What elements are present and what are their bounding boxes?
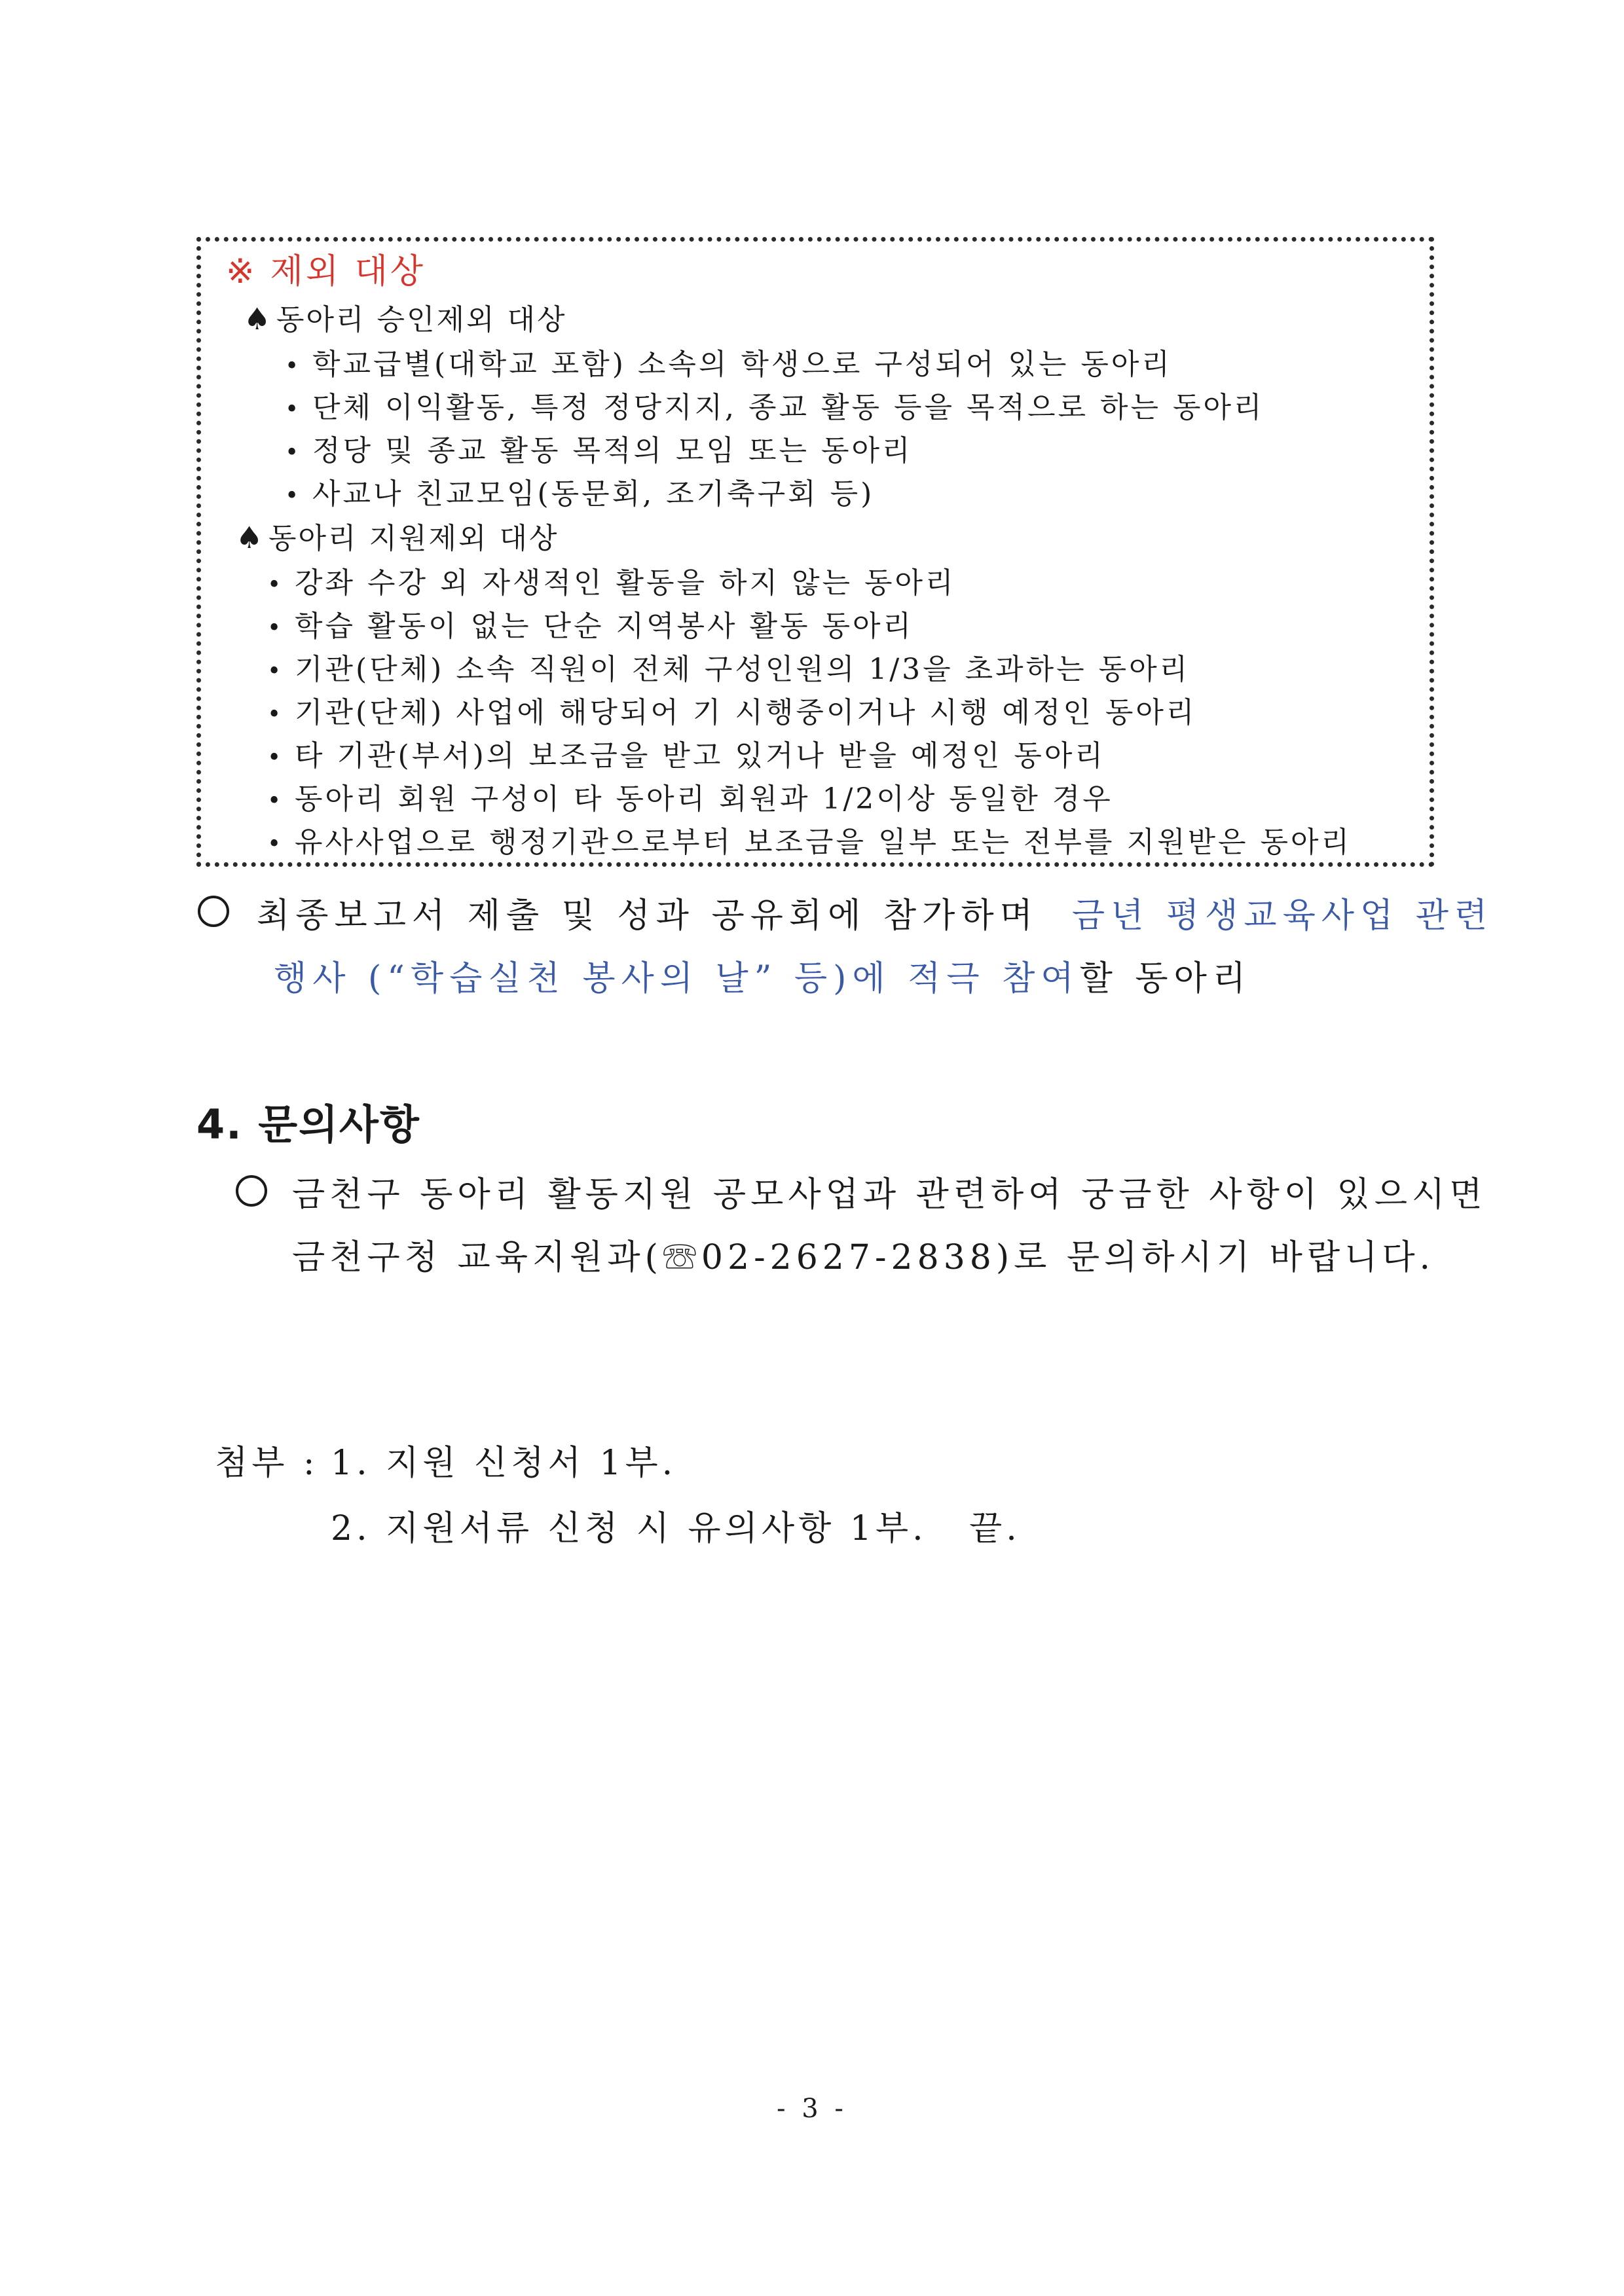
attachment-label: 첨부 :: [215, 1444, 319, 1483]
list-item: • 기관(단체) 사업에 해당되어 기 시행중이거나 시행 예정인 동아리: [267, 696, 1197, 729]
bullet-icon: •: [267, 831, 284, 858]
list-item: • 유사사업으로 행정기관으로부터 보조금을 일부 또는 전부를 지원받은 동아리: [267, 826, 1352, 859]
report-item-line-1: 최종보고서 제출 및 성과 공유회에 참가하며 금년 평생교육사업 관련: [257, 896, 1494, 936]
document-end-mark: 끝.: [969, 1509, 1021, 1548]
inquiry-line-1: 금천구 동아리 활동지원 공모사업과 관련하여 궁금한 사항이 있으시면: [292, 1175, 1487, 1214]
bullet-icon: •: [267, 615, 284, 642]
reference-mark-icon: ※: [226, 252, 257, 291]
group-heading-approval-exclusion: [244, 296, 567, 338]
page-number: - 3 -: [777, 2094, 847, 2124]
list-item: • 학교급별(대학교 포함) 소속의 학생으로 구성되어 있는 동아리: [285, 348, 1172, 381]
bullet-icon: •: [267, 701, 284, 728]
spade-icon: ♠: [244, 301, 273, 337]
circle-bullet-icon: [198, 896, 229, 927]
bullet-icon: •: [285, 483, 302, 509]
exclusion-title: [226, 244, 426, 293]
attachment-item-1: 1. 지원 신청서 1부.: [331, 1444, 677, 1483]
group-heading-support-exclusion: [236, 515, 559, 556]
bullet-icon: •: [285, 353, 302, 380]
highlight-text: 금년 평생교육사업 관련: [1071, 896, 1494, 936]
list-item: • 강좌 수강 외 자생적인 활동을 하지 않는 동아리: [267, 566, 956, 600]
list-item: • 정당 및 종교 활동 목적의 모임 또는 동아리: [285, 434, 913, 467]
bullet-icon: •: [267, 788, 284, 814]
inquiry-line-2: 금천구청 교육지원과(☏02-2627-2838)로 문의하시기 바랍니다.: [292, 1238, 1435, 1277]
bullet-icon: •: [267, 658, 284, 685]
spade-icon: ♠: [236, 520, 265, 555]
circle-bullet-icon: [236, 1175, 267, 1207]
list-item: • 타 기관(부서)의 보조금을 받고 있거나 받을 예정인 동아리: [267, 739, 1105, 773]
list-item: • 사교나 친교모임(동문회, 조기축구회 등): [285, 477, 875, 511]
list-item: • 단체 이익활동, 특정 정당지지, 종교 활동 등을 목적으로 하는 동아리: [285, 391, 1264, 424]
list-item: • 동아리 회원 구성이 타 동아리 회원과 1/2이상 동일한 경우: [267, 782, 1113, 816]
group-heading-text: 동아리 승인제외 대상: [276, 303, 567, 337]
report-item-line-2: 행사 (“학습실천 봉사의 날” 등)에 적극 참여할 동아리: [274, 959, 1252, 998]
list-item: • 학습 활동이 없는 단순 지역봉사 활동 동아리: [267, 610, 913, 643]
list-item: • 기관(단체) 소속 직원이 전체 구성인원의 1/3을 초과하는 동아리: [267, 653, 1190, 686]
bullet-icon: •: [267, 572, 284, 598]
group-heading-text: 동아리 지원제외 대상: [268, 522, 559, 555]
bullet-icon: •: [267, 744, 284, 771]
highlight-text: 행사 (“학습실천 봉사의 날” 등)에 적극 참여: [274, 959, 1080, 998]
bullet-icon: •: [285, 439, 302, 466]
exclusion-title-text: 제외 대상: [270, 252, 426, 291]
section-title: 4. 문의사항: [196, 1101, 420, 1148]
bullet-icon: •: [285, 396, 302, 423]
attachment-item-2: 2. 지원서류 신청 시 유의사항 1부.: [331, 1509, 927, 1548]
